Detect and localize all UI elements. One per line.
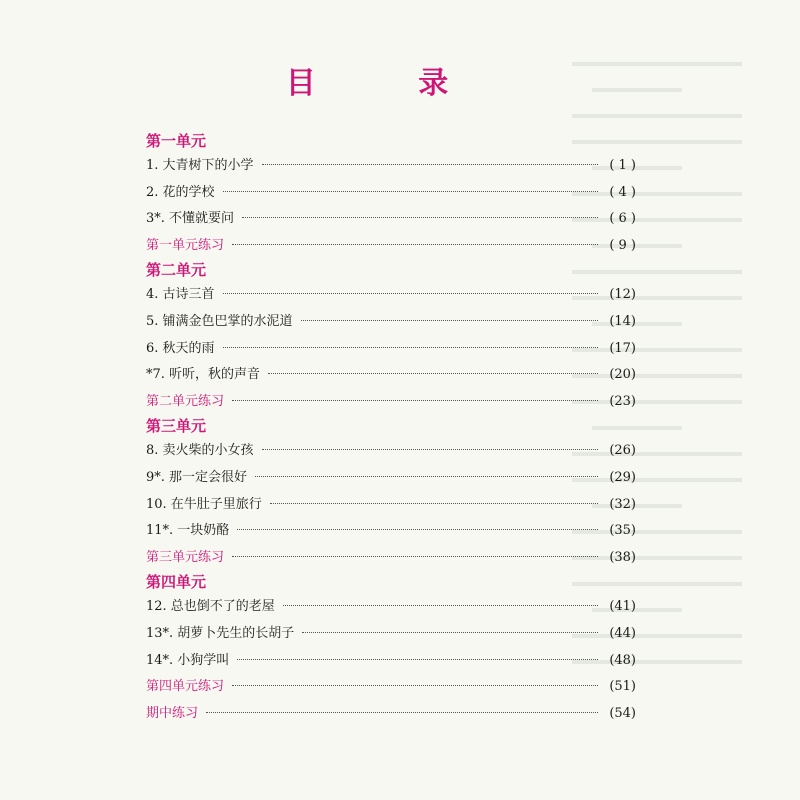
entry-page: ( 6 ) [609,211,636,227]
toc-entry[interactable] [146,180,636,207]
entry-title: 5. 铺满金色巴掌的水泥道 [146,313,293,329]
practice-title: 第三单元练习 [146,549,225,565]
entry-title: 9*. 那一定会很好 [146,469,248,485]
dot-leader [268,373,598,374]
unit-practice-entry[interactable] [146,233,636,260]
entry-title: 1. 大青树下的小学 [146,158,254,173]
toc-entry[interactable] [146,621,636,648]
unit-practice-entry[interactable] [146,545,636,572]
dot-leader [242,217,598,218]
practice-page: ( 9 ) [609,237,636,253]
unit-practice-entry[interactable] [146,389,636,416]
dot-leader [232,400,598,401]
entry-page: (41) [609,599,636,615]
toc-entry[interactable] [146,594,636,621]
dot-leader [262,449,598,450]
entry-title: 11*. 一块奶酪 [146,523,230,539]
entry-title: 13*. 胡萝卜先生的长胡子 [146,625,295,641]
dot-leader [223,347,598,348]
entry-page: (44) [609,625,636,641]
midterm-practice-entry[interactable] [146,701,636,728]
dot-leader [301,320,598,321]
dot-leader [255,476,598,477]
practice-title: 第二单元练习 [146,393,225,409]
toc-entry[interactable] [146,282,636,309]
entry-title: 4. 古诗三首 [146,287,215,303]
dot-leader [232,685,598,686]
page-title: 目 录 [285,66,495,101]
practice-title: 第一单元练习 [146,237,225,253]
entry-title: 6. 秋天的雨 [146,340,215,356]
toc-entry[interactable] [146,309,636,336]
practice-title: 第四单元练习 [146,679,225,695]
toc-entry[interactable] [146,492,636,519]
dot-leader [270,503,598,504]
dot-leader [223,293,598,294]
dot-leader [223,191,598,192]
toc-entry[interactable] [146,336,636,363]
dot-leader [302,632,598,633]
dot-leader [237,659,598,660]
entry-page: (20) [609,367,636,383]
toc-entry[interactable] [146,438,636,465]
entry-page: (48) [609,652,636,668]
unit-heading: 第一单元 [146,132,207,150]
toc-entry[interactable] [146,648,636,675]
dot-leader [283,605,598,606]
practice-page: (23) [609,393,636,409]
unit-heading: 第二单元 [146,261,207,280]
toc-entry[interactable] [146,518,636,545]
entry-page: (14) [609,313,636,329]
table-of-contents [146,130,636,727]
entry-title: 2. 花的学校 [146,184,215,200]
entry-page: (26) [609,443,636,459]
entry-page: (29) [609,469,636,485]
dot-leader [262,164,598,165]
entry-page: (35) [609,523,636,539]
entry-page: ( 1 ) [609,158,636,173]
dot-leader [237,529,598,530]
practice-page: (51) [609,679,636,695]
entry-page: (17) [609,340,636,356]
entry-page: ( 4 ) [609,184,636,200]
unit-practice-entry[interactable] [146,674,636,701]
toc-entry[interactable] [146,465,636,492]
entry-title: 8. 卖火柴的小女孩 [146,443,254,459]
toc-entry[interactable] [146,362,636,389]
entry-title: 12. 总也倒不了的老屋 [146,599,275,615]
unit-heading: 第三单元 [146,417,207,436]
entry-title: 10. 在牛肚子里旅行 [146,496,262,512]
toc-entry[interactable] [146,206,636,233]
dot-leader [232,244,598,245]
dot-leader [206,712,598,713]
entry-title: 3*. 不懂就要问 [146,211,235,227]
unit-heading: 第四单元 [146,573,207,592]
entry-title: 14*. 小狗学叫 [146,652,230,668]
entry-page: (12) [609,287,636,303]
midterm-page: (54) [609,705,636,721]
practice-page: (38) [609,549,636,565]
dot-leader [232,556,598,557]
midterm-title: 期中练习 [146,705,199,721]
entry-title: *7. 听听，秋的声音 [146,367,261,383]
toc-entry[interactable] [146,153,636,180]
entry-page: (32) [609,496,636,512]
